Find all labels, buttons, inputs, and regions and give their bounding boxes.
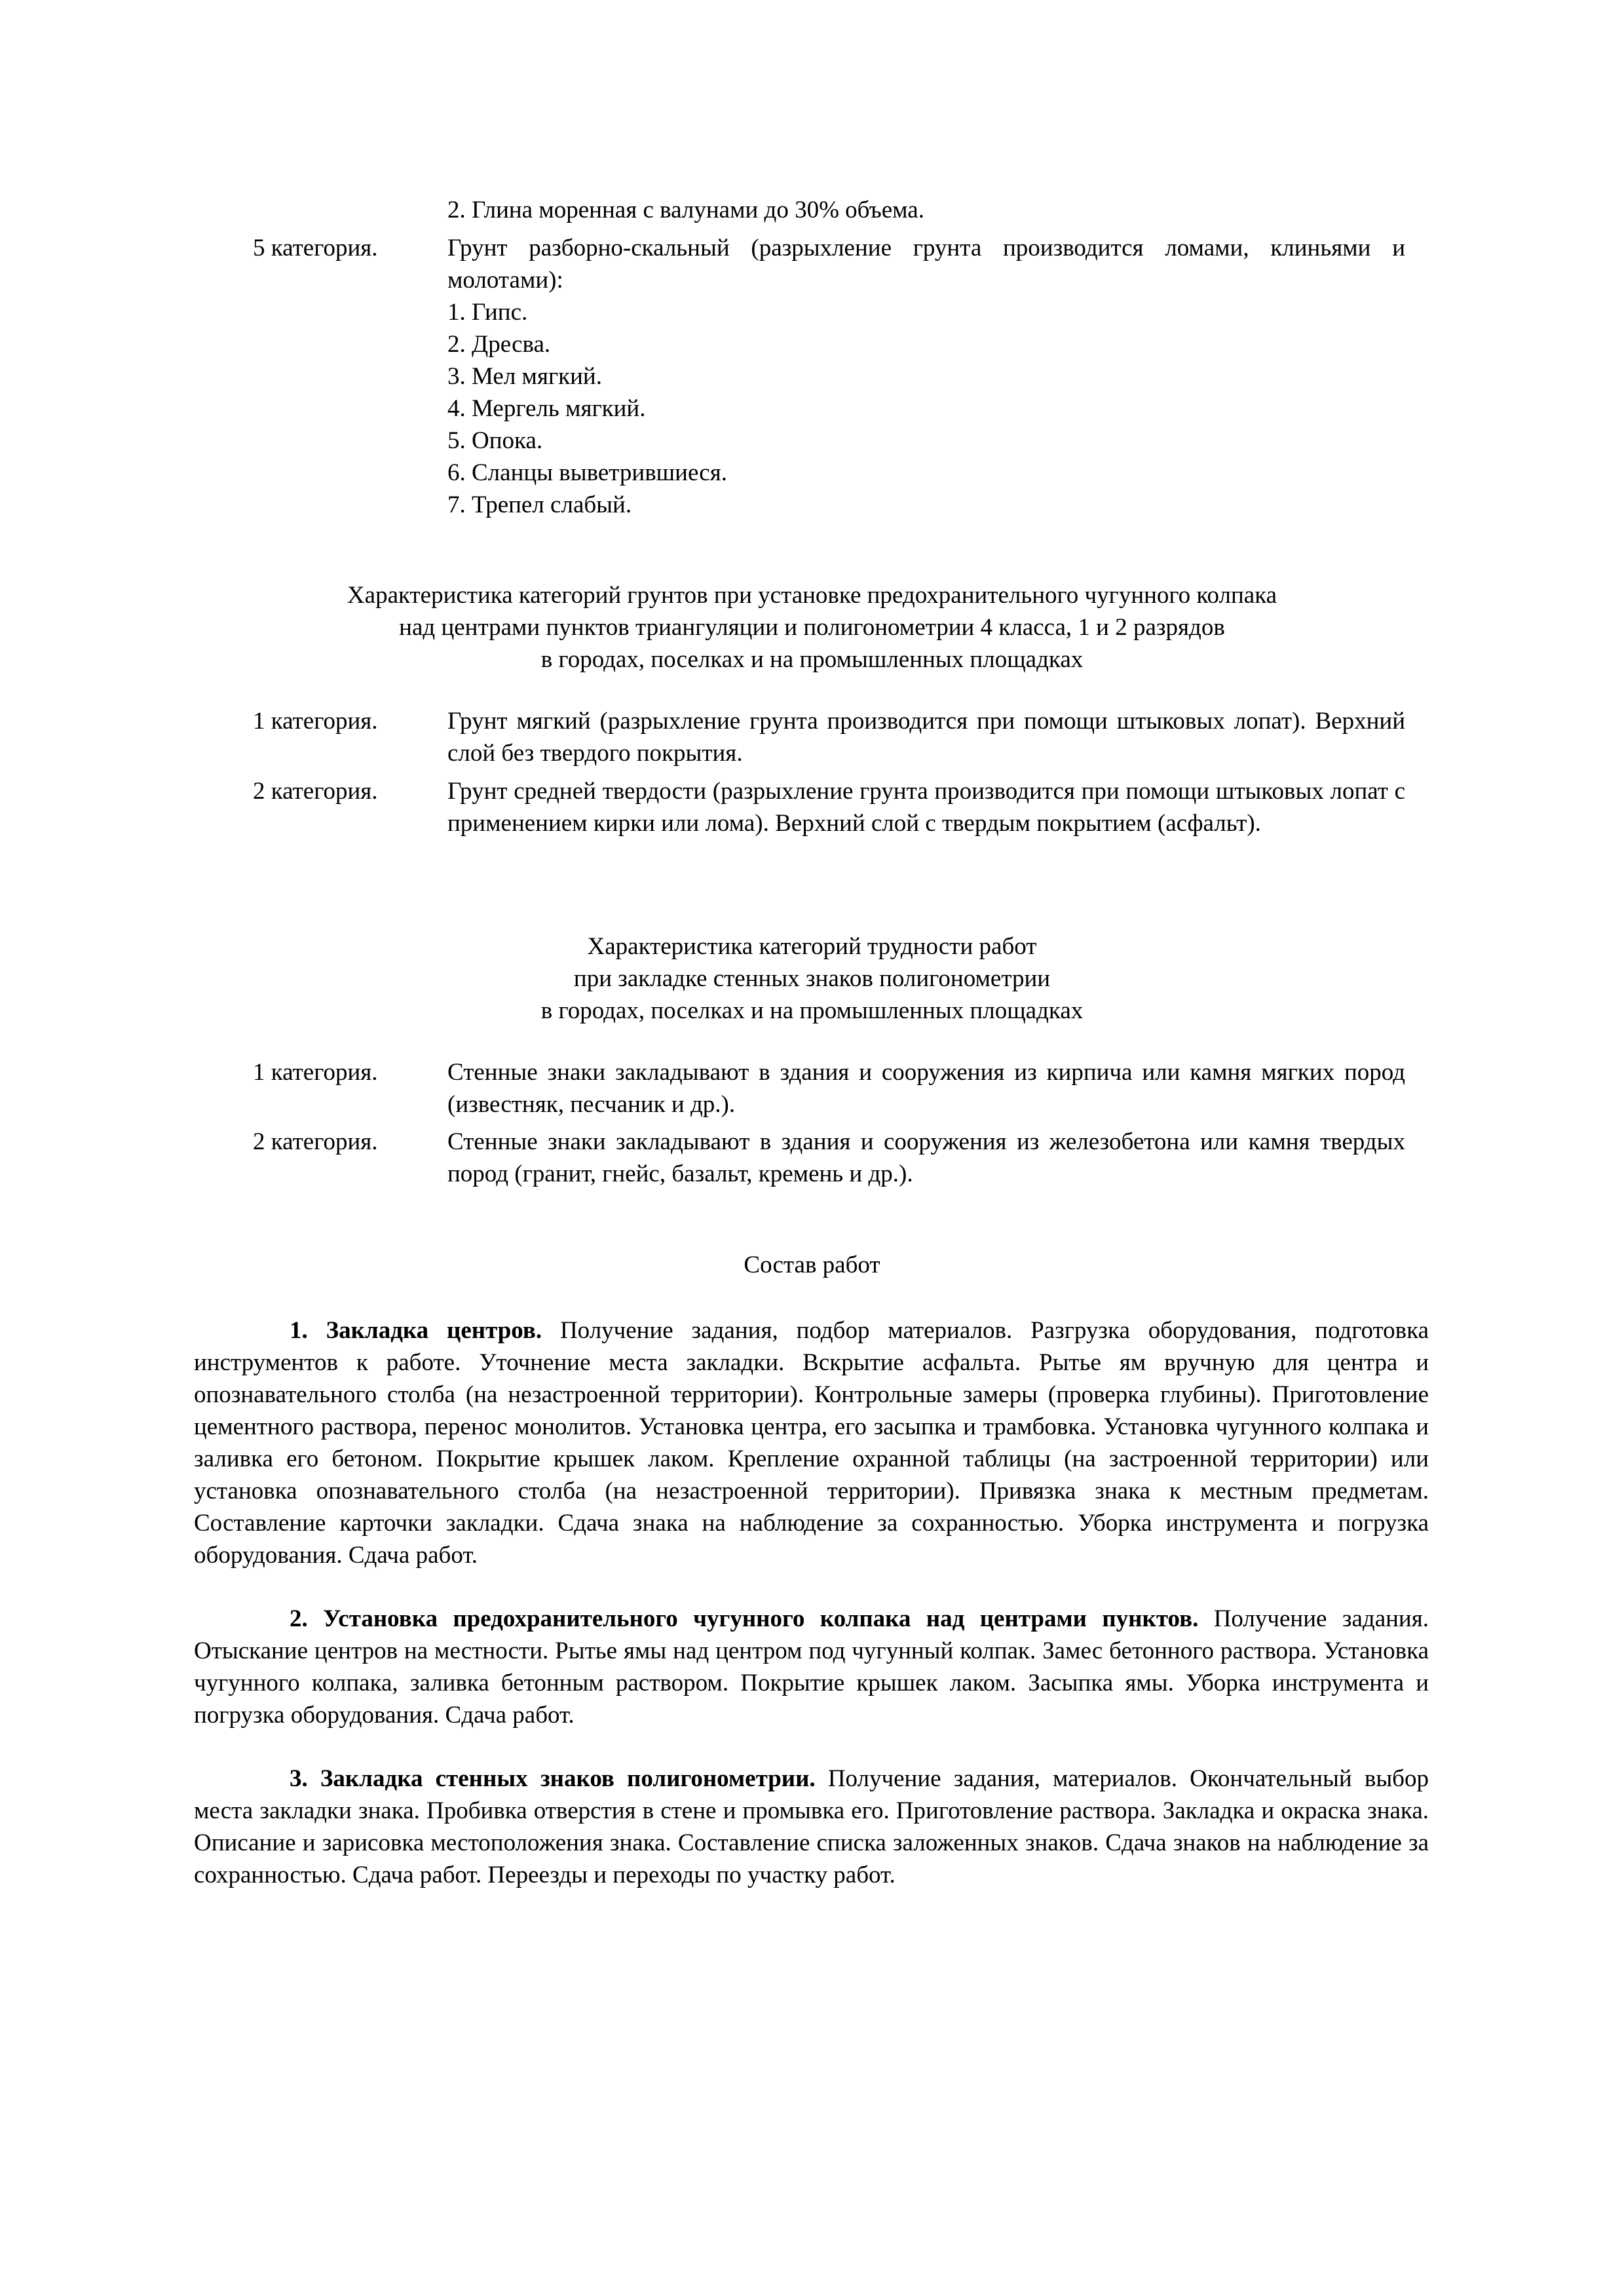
soil-type-list [447, 296, 727, 521]
paragraph-text: Получение задания, материалов. Окончательный выбор места закладки знака. Пробивка отверстия в стене и промывка его. Приготовление раствора. Закладка и окраска знака. Описание и зарисовка местоположения знака. Составление списка заложенных знаков. Сдача знаков на наблюдение за сохранностью. Сдача работ. Переезды и переходы по участку работ. [194, 1765, 1429, 1888]
list-item: 6. Сланцы выветрившиеся. [447, 459, 727, 486]
category-label: 5 категория. [253, 235, 378, 261]
paragraph-lead: 2. Установка предохранительного чугунного колпака над центрами пунктов. [290, 1605, 1199, 1632]
paragraph-text: Получение задания. Отыскание центров на местности. Рытье ямы над центром под чугунный колпак. Замес бетонного раствора. Установка чугунного колпака, заливка бетонным раствором. Покрытие крышек лаком. Засыпка ямы. Уборка инструмента и погрузка оборудования. Сдача работ. [194, 1605, 1429, 1729]
category-description: Грунт мягкий (разрыхление грунта производится при помощи штыковых лопат). Верхний слой без твердого покрытия. [447, 708, 1405, 767]
list-item: 4. Мергель мягкий. [447, 395, 646, 422]
heading-line: Характеристика категорий грунтов при установке предохранительного чугунного колпака [347, 582, 1277, 609]
heading-line: над центрами пунктов триангуляции и полигонометрии 4 класса, 1 и 2 разрядов [399, 614, 1225, 641]
category-description: Стенные знаки закладывают в здания и сооружения из кирпича или камня мягких пород (известняк, песчаник и др.). [447, 1059, 1405, 1118]
category-label: 2 категория. [253, 778, 378, 805]
heading-line: Состав работ [744, 1252, 880, 1278]
list-item: 3. Мел мягкий. [447, 363, 602, 390]
list-item: 2. Дресва. [447, 331, 551, 358]
category-label: 2 категория. [253, 1128, 378, 1155]
category-description: Стенные знаки закладывают в здания и сооружения из железобетона или камня твердых пород (гранит, гнейс, базальт, кремень и др.). [447, 1128, 1405, 1187]
list-item: 7. Трепел слабый. [447, 491, 632, 518]
category-label: 1 категория. [253, 1059, 378, 1086]
wall-section-heading [197, 930, 1427, 1027]
category-description: Грунт средней твердости (разрыхление грунта производится при помощи штыковых лопат с применением кирки или лома). Верхний слой с твердым покрытием (асфальт). [447, 778, 1405, 837]
paragraph-lead: 3. Закладка стенных знаков полигонометрии. [290, 1765, 816, 1792]
category-label: 1 категория. [253, 708, 378, 735]
work-paragraph-3 [194, 1763, 1429, 1891]
heading-line: в городах, поселках и на промышленных площадках [540, 646, 1084, 673]
heading-line: при закладке стенных знаков полигонометрии [573, 965, 1051, 992]
list-item: 5. Опока. [447, 427, 543, 454]
work-paragraph-1 [194, 1314, 1429, 1571]
work-paragraph-2 [194, 1603, 1429, 1731]
heading-line: в городах, поселках и на промышленных площадках [540, 997, 1084, 1024]
cap-section-heading [197, 579, 1427, 676]
continued-list-item: 2. Глина моренная с валунами до 30% объема. [447, 197, 924, 223]
list-item: 1. Гипс. [447, 299, 528, 326]
heading-line: Характеристика категорий трудности работ [587, 933, 1037, 960]
work-section-heading [197, 1249, 1427, 1281]
category-description: Грунт разборно-скальный (разрыхление грунта производится ломами, клиньями и молотами): [447, 235, 1405, 294]
paragraph-text: Получение задания, подбор материалов. Разгрузка оборудования, подготовка инструментов к работе. Уточнение места закладки. Вскрытие асфальта. Рытье ям вручную для центра и опознавательного столба (на незастроенной территории). Контрольные замеры (проверка глубины). Приготовление цементного раствора, перенос монолитов. Установка центра, его засыпка и трамбовка. Установка чугунного колпака и заливка его бетоном. Покрытие крышек лаком. Крепление охранной таблицы (на застроенной территории) или установка опознавательного столба (на незастроенной территории). Привязка знака к местным предметам. Составление карточки закладки. Сдача знака на наблюдение за сохранностью. Уборка инструмента и погрузка оборудования. Сдача работ. [194, 1317, 1429, 1569]
paragraph-lead: 1. Закладка центров. [290, 1317, 542, 1344]
